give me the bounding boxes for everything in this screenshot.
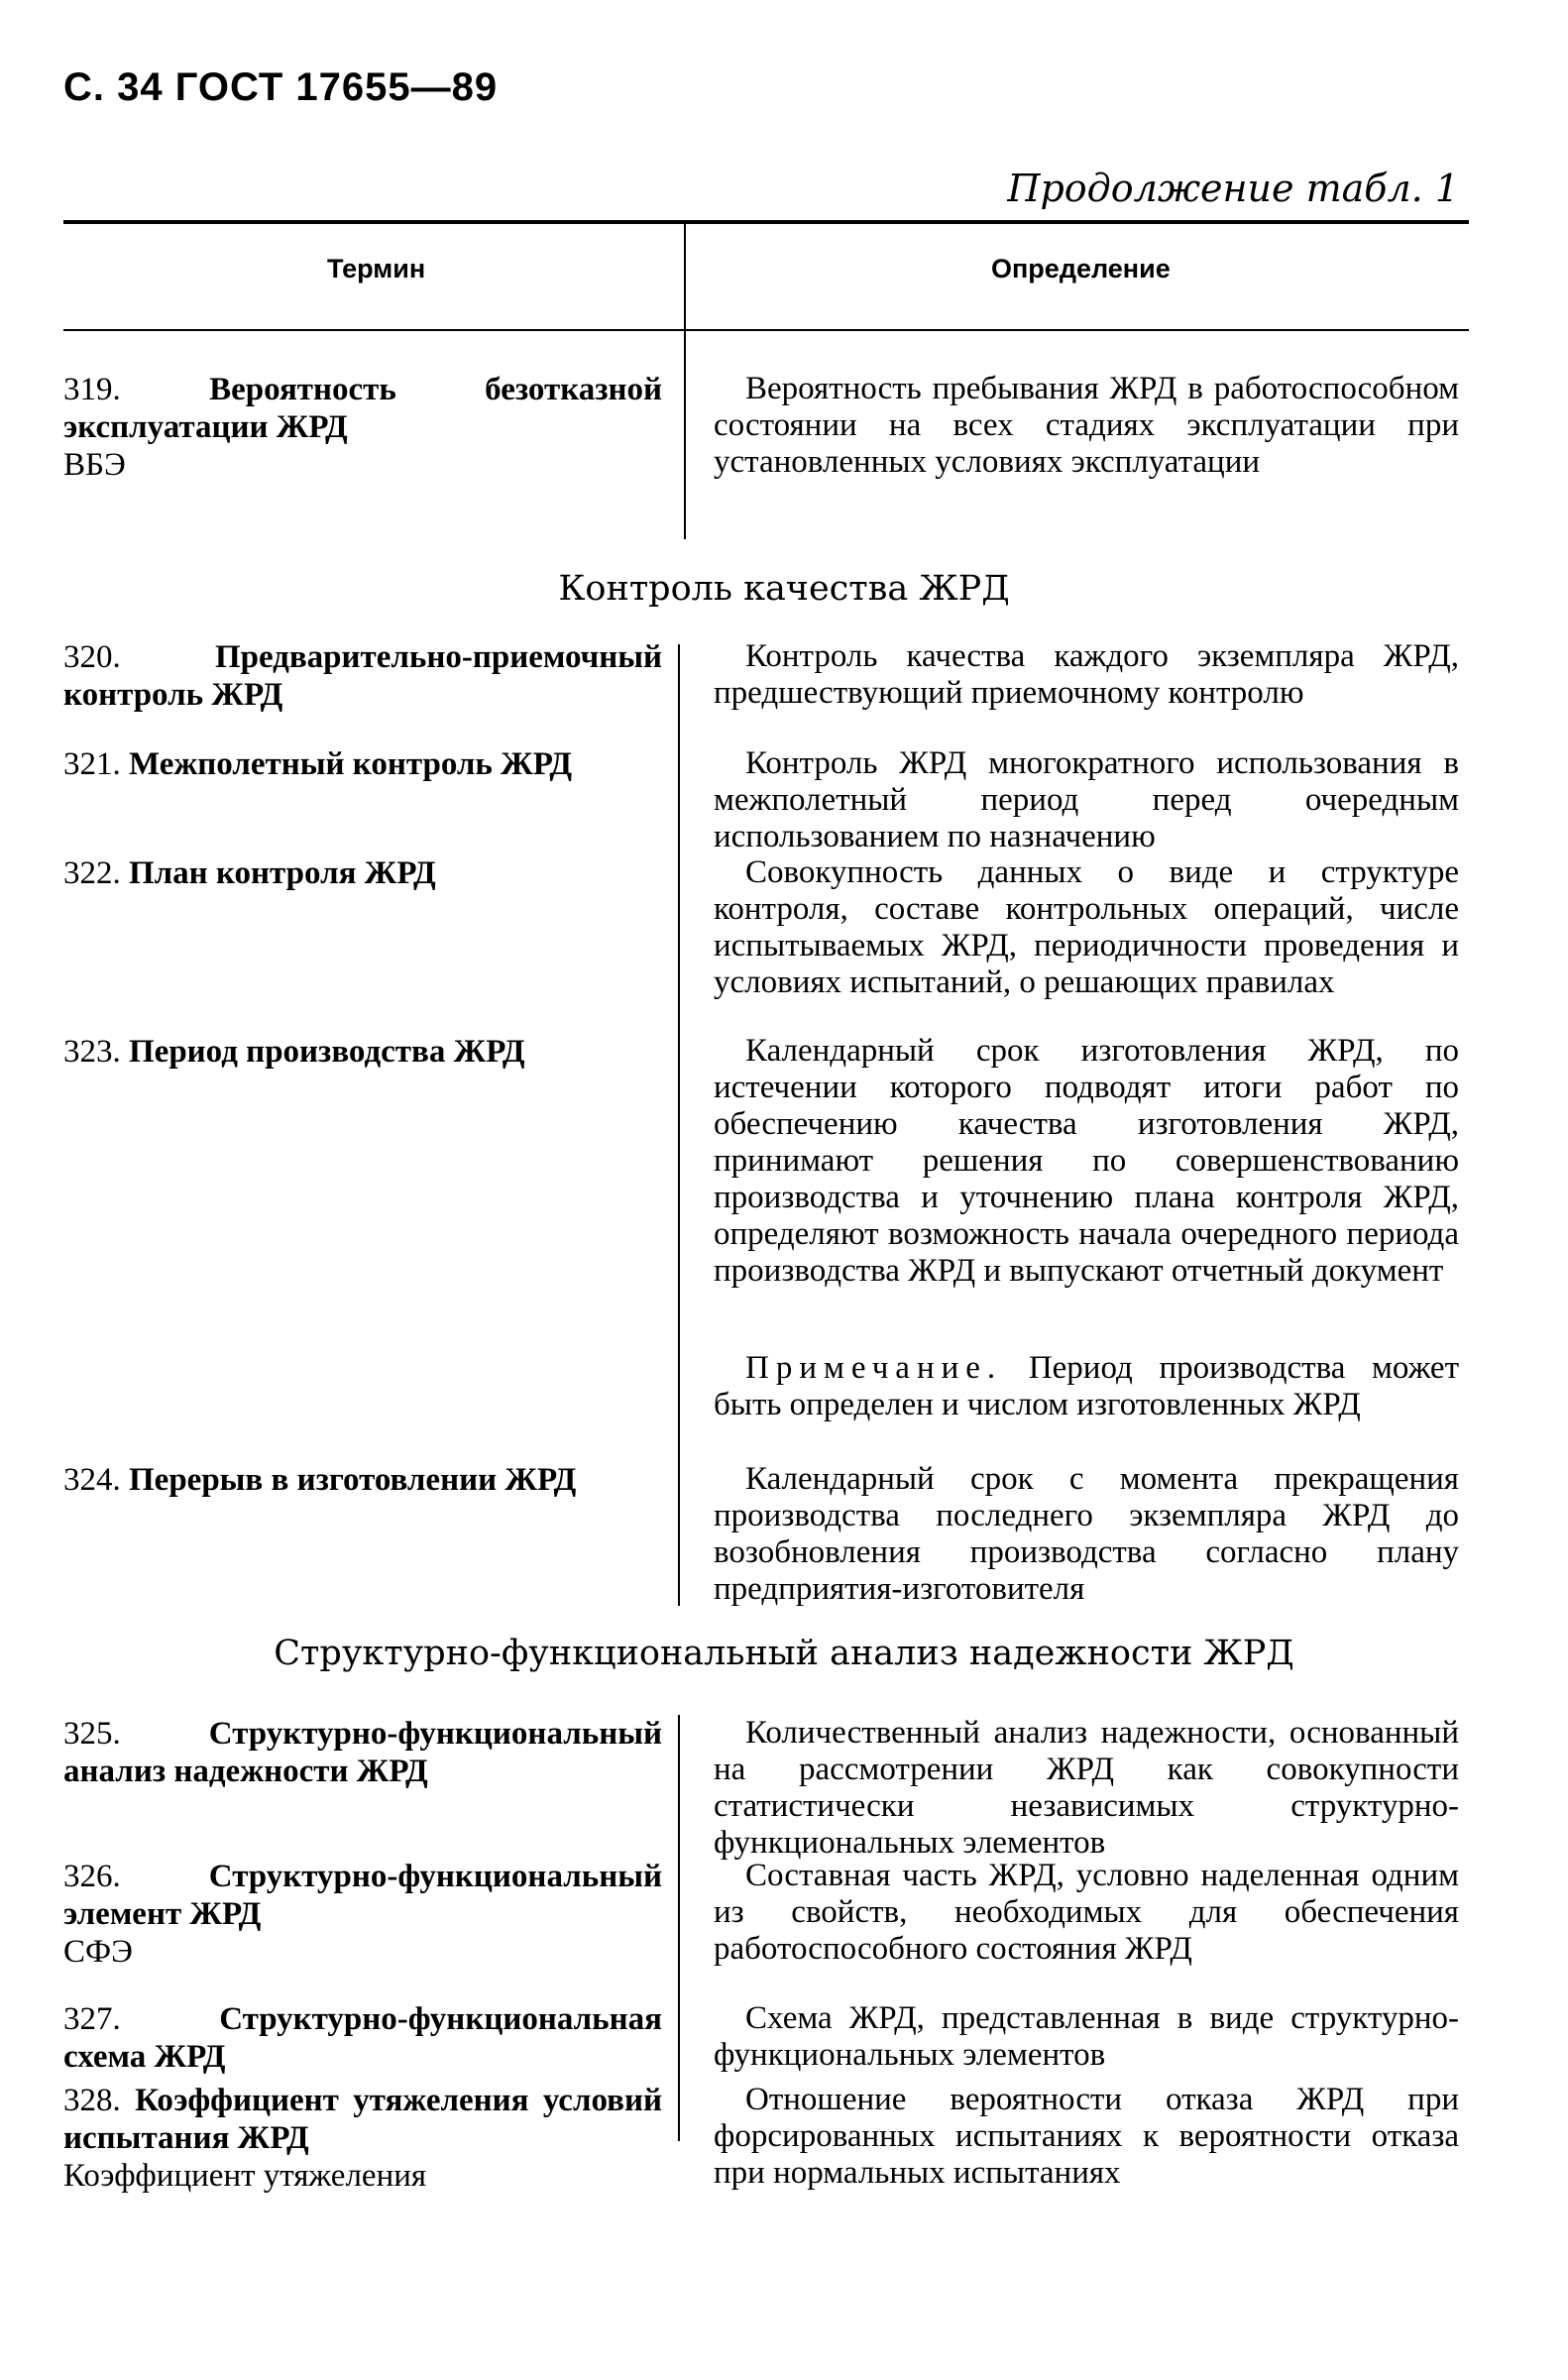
term-number: 327. bbox=[63, 2001, 121, 2037]
table-row-term bbox=[63, 854, 662, 892]
term-number: 319. bbox=[63, 372, 121, 407]
column-divider bbox=[684, 220, 686, 539]
page-header: С. 34 ГОСТ 17655—89 bbox=[63, 65, 499, 109]
term-note bbox=[714, 1350, 1459, 1423]
table-row-term bbox=[63, 2082, 662, 2195]
table-top-rule bbox=[63, 220, 1469, 224]
term-name: Перерыв в изготовлении ЖРД bbox=[129, 1462, 577, 1498]
table-row-term bbox=[63, 1461, 662, 1499]
table-row-term bbox=[63, 1858, 662, 1971]
term-definition: Календарный срок с момента прекращения производства последнего экземпляра ЖРД до возобновления производства согласно плану предприятия-изготовителя bbox=[714, 1461, 1459, 1607]
column-header-definition: Определение bbox=[991, 254, 1171, 283]
term-name: Межполетный контроль ЖРД bbox=[129, 746, 573, 782]
term-definition: Календарный срок изготовления ЖРД, по истечении которого подводят итоги работ по обеспечению качества изготовления ЖРД, принимают решения по совершенствованию производства и уточнению плана контроля ЖРД, определяют возможность начала очередного периода производства ЖРД и выпускают отчетный документ bbox=[714, 1033, 1459, 1289]
term-number: 326. bbox=[63, 1859, 121, 1894]
term-name: Коэффициент утяжеления условий испытания ЖРД bbox=[63, 2083, 662, 2156]
term-name: Структурно-функциональная схема ЖРД bbox=[63, 2001, 662, 2075]
term-number: 322. bbox=[63, 855, 121, 891]
column-divider bbox=[678, 644, 680, 1606]
term-name: Структурно-функциональный анализ надежности ЖРД bbox=[63, 1716, 662, 1789]
section-title: Контроль качества ЖРД bbox=[558, 569, 1010, 609]
term-name: Вероятность безотказной эксплуатации ЖРД bbox=[63, 372, 662, 445]
term-definition: Схема ЖРД, представленная в виде структурно-функциональных элементов bbox=[714, 2000, 1459, 2073]
column-header-term: Термин bbox=[327, 254, 426, 283]
table-row-term bbox=[63, 1033, 662, 1071]
term-number: 325. bbox=[63, 1716, 121, 1752]
term-number: 323. bbox=[63, 1034, 121, 1070]
term-definition: Контроль ЖРД многократного использования в межполетный период перед очередным использованием по назначению bbox=[714, 745, 1459, 854]
term-abbreviation: Коэффициент утяжеления bbox=[63, 2158, 427, 2194]
term-definition: Составная часть ЖРД, условно наделенная одним из свойств, необходимых для обеспечения работоспособного состояния ЖРД bbox=[714, 1858, 1459, 1967]
column-divider bbox=[678, 1715, 680, 2141]
term-number: 321. bbox=[63, 746, 121, 782]
continuation-label: Продолжение табл. 1 bbox=[1007, 167, 1459, 210]
note-label: Примечание. bbox=[745, 1350, 1003, 1386]
note-text: Период производства может быть определен и числом изготовленных ЖРД bbox=[714, 1350, 1460, 1422]
term-name: План контроля ЖРД bbox=[129, 855, 436, 891]
table-row-term bbox=[63, 1715, 662, 1790]
term-definition: Совокупность данных о виде и структуре контроля, составе контрольных операций, числе испытываемых ЖРД, периодичности проведения и условиях испытаний, о решающих правилах bbox=[714, 854, 1459, 1000]
term-definition: Количественный анализ надежности, основанный на рассмотрении ЖРД как совокупности статистически независимых структурно-функциональных элементов bbox=[714, 1715, 1459, 1861]
term-name: Предварительно-приемочный контроль ЖРД bbox=[63, 639, 662, 713]
section-title: Структурно-функциональный анализ надежности ЖРД bbox=[274, 1634, 1294, 1673]
term-number: 324. bbox=[63, 1462, 121, 1498]
term-abbreviation: СФЭ bbox=[63, 1934, 133, 1970]
term-definition: Отношение вероятности отказа ЖРД при форсированных испытаниях к вероятности отказа при нормальных испытаниях bbox=[714, 2082, 1459, 2191]
table-row-term bbox=[63, 745, 662, 783]
table-row-term bbox=[63, 371, 662, 484]
term-abbreviation: ВБЭ bbox=[63, 447, 126, 483]
term-number: 320. bbox=[63, 639, 121, 675]
table-header-rule bbox=[63, 329, 1469, 331]
term-definition: Вероятность пребывания ЖРД в работоспособном состоянии на всех стадиях эксплуатации при установленных условиях эксплуатации bbox=[714, 371, 1459, 480]
term-number: 328. bbox=[63, 2083, 121, 2118]
term-definition: Контроль качества каждого экземпляра ЖРД, предшествующий приемочному контролю bbox=[714, 638, 1459, 711]
term-name: Период производства ЖРД bbox=[129, 1034, 525, 1070]
table-row-term bbox=[63, 2000, 662, 2076]
term-name: Структурно-функциональный элемент ЖРД bbox=[63, 1859, 662, 1932]
table-row-term bbox=[63, 638, 662, 714]
